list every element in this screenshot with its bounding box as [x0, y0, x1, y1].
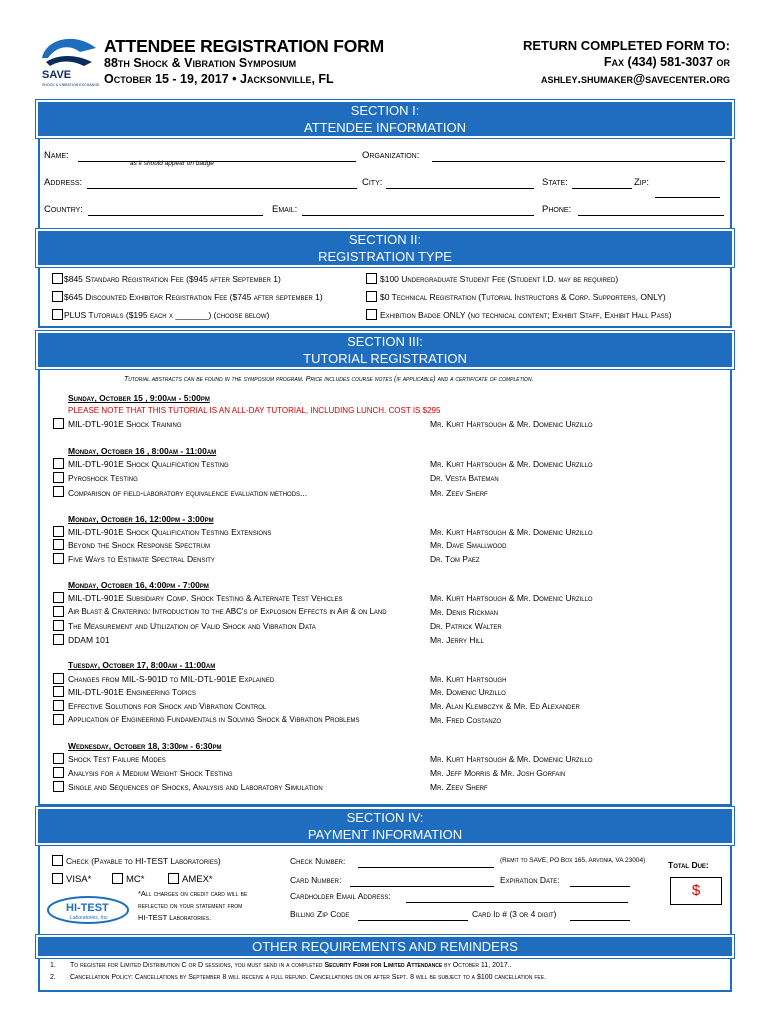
total-due-label: Total Due:: [668, 860, 709, 870]
tutorial-checkbox[interactable]: [53, 458, 64, 469]
remit-note: (Remit to SAVE, PO Box 165, Arvonia, VA 23004): [500, 857, 646, 864]
name-hint: as it should appear on badge: [130, 160, 214, 167]
tutorial-instructor: Mr. Kurt Hartsough & Mr. Domenic Urzillo: [430, 527, 593, 537]
reminder-item: [70, 962, 512, 969]
charges-note-line2: reflected on your statement from: [138, 901, 243, 910]
tutorial-instructor: Mr. Kurt Hartsough & Mr. Domenic Urzillo: [430, 593, 593, 603]
state-label: State:: [542, 177, 568, 188]
tutorial-title: Shock Test Failure Modes: [68, 754, 166, 764]
tutorial-checkbox[interactable]: [53, 673, 64, 684]
tutorial-title: MIL-DTL-901E Subsidiary Comp. Shock Testing & Alternate Test Vehicles: [68, 593, 343, 603]
tutorial-checkbox[interactable]: [53, 753, 64, 764]
section3-banner: [38, 333, 732, 367]
email-label: Email:: [272, 204, 298, 215]
state-field[interactable]: [572, 176, 632, 189]
tutorial-heading-monday-pm: Monday, October 16, 4:00pm - 7:00pm: [68, 580, 209, 590]
zip-field[interactable]: [655, 185, 720, 198]
name-label: Name:: [44, 150, 69, 161]
tutorial-instructor: Mr. Fred Costanzo: [430, 715, 502, 725]
tutorial-checkbox[interactable]: [53, 606, 64, 617]
tutorial-instructor: Mr. Zeev Sherf: [430, 488, 488, 498]
email-field[interactable]: [302, 203, 534, 216]
tutorial-heading-sunday: Sunday, October 15 , 9:00am - 5:00pm: [68, 393, 210, 403]
tutorial-title: Application of Engineering Fundamentals in Solving Shock & Vibration Problems: [68, 715, 360, 724]
exhibition-badge-checkbox[interactable]: [366, 309, 377, 320]
reminder-text: Cancellation Policy: Cancellations by September 8 will receive a full refund. Cancellations on or after Sept. 8 will be subject to a $100 cancellation fee.: [70, 974, 547, 981]
tutorial-heading-monday-am: Monday, October 16 , 8:00am - 11:00am: [68, 446, 217, 456]
billing-zip-label: Billing Zip Code: [290, 909, 350, 919]
section2-subtitle: REGISTRATION TYPE: [318, 249, 452, 264]
visa-label: VISA*: [66, 874, 92, 885]
section2-banner: [38, 231, 732, 265]
return-fax: Fax (434) 581-3037 or: [603, 55, 730, 69]
logo-tagline: SHOCK & VIBRATION EXCHANGE: [42, 83, 100, 87]
tutorial-instructor: Mr. Jeff Morris & Mr. Josh Gorfain: [430, 768, 566, 778]
technical-registration-checkbox[interactable]: [366, 291, 377, 302]
tutorial-checkbox[interactable]: [53, 418, 64, 429]
other-title: OTHER REQUIREMENTS AND REMINDERS: [252, 939, 518, 954]
hitest-logo: [46, 895, 130, 925]
section1-title: SECTION I:: [350, 103, 420, 118]
check-payment-checkbox[interactable]: [52, 855, 63, 866]
tutorial-checkbox[interactable]: [53, 634, 64, 645]
city-field[interactable]: [386, 176, 534, 189]
billing-zip-field[interactable]: [358, 908, 468, 921]
country-label: Country:: [44, 204, 83, 215]
student-fee-label: $100 Undergraduate Student Fee (Student I.D. may be required): [380, 274, 619, 284]
cardholder-email-field[interactable]: [406, 890, 628, 903]
tutorial-checkbox[interactable]: [53, 486, 64, 497]
tutorial-title: DDAM 101: [68, 635, 110, 645]
cardholder-email-label: Cardholder Email Address:: [290, 891, 391, 901]
charges-note-line1: *All charges on credit card will be: [138, 889, 248, 898]
tutorial-title: Beyond the Shock Response Spectrum: [68, 540, 210, 550]
reminder-bold: Security Form for Limited Attendance: [324, 962, 443, 969]
tutorial-title: Pyroshock Testing: [68, 473, 138, 483]
hitest-logo-sub: Laboratories, Inc.: [70, 915, 109, 921]
technical-registration-label: $0 Technical Registration (Tutorial Instructors & Corp. Supporters, ONLY): [380, 292, 666, 302]
name-field[interactable]: [78, 149, 356, 162]
section1-banner: [38, 102, 732, 136]
tutorial-instructor: Mr. Zeev Sherf: [430, 782, 488, 792]
tutorial-checkbox[interactable]: [53, 700, 64, 711]
tutorial-instructor: Mr. Dave Smallwood: [430, 540, 507, 550]
tutorial-checkbox[interactable]: [53, 620, 64, 631]
reminder-number: 2.: [50, 974, 56, 981]
plus-tutorials-label: PLUS Tutorials ($195 each x _______) (choose below): [64, 310, 270, 320]
section1-subtitle: ATTENDEE INFORMATION: [303, 120, 467, 135]
tutorial-instructor: Mr. Kurt Hartsough & Mr. Domenic Urzillo: [430, 459, 593, 469]
tutorial-title: Five Ways to Estimate Spectral Density: [68, 554, 215, 564]
tutorial-checkbox[interactable]: [53, 686, 64, 697]
return-label: RETURN COMPLETED FORM TO:: [522, 38, 730, 53]
tutorial-checkbox[interactable]: [53, 526, 64, 537]
address-label: Address:: [44, 177, 83, 188]
reminder-text: by October 11, 2017..: [442, 962, 512, 969]
visa-checkbox[interactable]: [52, 873, 63, 884]
form-title: ATTENDEE REGISTRATION FORM: [104, 36, 384, 56]
other-banner: [38, 937, 732, 956]
tutorial-title: MIL-DTL-901E Shock Qualification Testing: [68, 459, 229, 469]
section3-subtitle: TUTORIAL REGISTRATION: [303, 351, 467, 366]
tutorial-checkbox[interactable]: [53, 714, 64, 725]
reminder-item: [70, 974, 546, 981]
mc-checkbox[interactable]: [112, 873, 123, 884]
tutorial-instructor: Mr. Alan Klembczyk & Mr. Ed Alexander: [430, 701, 580, 711]
phone-label: Phone:: [542, 204, 572, 215]
exhibitor-fee-label: $645 Discounted Exhibitor Registration Fee ($745 after september 1): [64, 292, 323, 302]
tutorial-instructor: Mr. Jerry Hill: [430, 635, 484, 645]
hitest-logo-text: HI-TEST: [66, 902, 109, 914]
tutorial-title: Effective Solutions for Shock and Vibration Control: [68, 701, 267, 711]
tutorial-checkbox[interactable]: [53, 592, 64, 603]
tutorial-instructor: Mr. Kurt Hartsough & Mr. Domenic Urzillo: [430, 419, 593, 429]
tutorial-instructor: Dr. Patrick Walter: [430, 621, 502, 631]
card-id-field[interactable]: [570, 908, 630, 921]
tutorial-checkbox[interactable]: [53, 781, 64, 792]
check-number-label: Check Number:: [290, 856, 346, 866]
logo-text: SAVE: [42, 69, 72, 81]
tutorial-heading-monday-noon: Monday, October 16, 12:00pm - 3:00pm: [68, 514, 214, 524]
tutorial-checkbox[interactable]: [53, 539, 64, 550]
plus-tutorials-checkbox[interactable]: [52, 309, 63, 320]
card-id-label: Card Id # (3 or 4 digit): [472, 909, 557, 919]
tutorial-heading-wednesday: Wednesday, October 18, 3:30pm - 6:30pm: [68, 741, 222, 751]
card-number-field[interactable]: [350, 874, 494, 887]
city-label: City:: [362, 177, 383, 188]
section4-subtitle: PAYMENT INFORMATION: [307, 827, 463, 842]
tutorial-instructor: Dr. Tom Paez: [430, 554, 480, 564]
zip-label: Zip:: [634, 177, 650, 188]
symposium-dates: October 15 - 19, 2017 • Jacksonville, FL: [104, 72, 334, 86]
organization-label: Organization:: [362, 150, 420, 161]
section3-title: SECTION III:: [347, 334, 423, 349]
reminder-text: To register for Limited Distribution C or D sessions, you must send in a completed: [70, 962, 325, 969]
tutorial-checkbox[interactable]: [53, 553, 64, 564]
tutorial-checkbox[interactable]: [53, 472, 64, 483]
symposium-name: 88th Shock & Vibration Symposium: [104, 56, 297, 70]
address-field[interactable]: [87, 176, 357, 189]
section4-title: SECTION IV:: [346, 810, 424, 825]
tutorial-title: The Measurement and Utilization of Valid Shock and Vibration Data: [68, 621, 316, 631]
amex-label: AMEX*: [182, 874, 213, 885]
tutorial-checkbox[interactable]: [53, 767, 64, 778]
standard-fee-label: $845 Standard Registration Fee ($945 after September 1): [64, 274, 281, 284]
section4-banner: [38, 809, 732, 843]
charges-note-line3: HI-TEST Laboratories.: [138, 913, 212, 922]
expiration-label: Expiration Date:: [500, 875, 560, 885]
tutorial-title: Changes from MIL-S-901D to MIL-DTL-901E Explained: [68, 674, 275, 684]
reminder-number: 1.: [50, 962, 56, 969]
all-day-notice: PLEASE NOTE THAT THIS TUTORIAL IS AN ALL-DAY TUTORIAL, INCLUDING LUNCH. COST IS $295: [68, 406, 441, 415]
exhibitor-fee-checkbox[interactable]: [52, 291, 63, 302]
tutorial-title: Analysis for a Medium Weight Shock Testing: [68, 768, 233, 778]
mc-label: MC*: [126, 874, 145, 885]
check-number-field[interactable]: [358, 855, 494, 868]
tutorial-title: MIL-DTL-901E Shock Qualification Testing Extensions: [68, 527, 272, 537]
amex-checkbox[interactable]: [168, 873, 179, 884]
organization-field[interactable]: [432, 149, 725, 162]
expiration-field[interactable]: [570, 874, 630, 887]
country-field[interactable]: [88, 203, 263, 216]
section2-title: SECTION II:: [348, 232, 422, 247]
student-fee-checkbox[interactable]: [366, 273, 377, 284]
tutorial-instructor: Dr. Vesta Bateman: [430, 473, 499, 483]
tutorial-heading-tuesday: Tuesday, October 17, 8:00am - 11:00am: [68, 660, 216, 670]
tutorial-instructor: Mr. Kurt Hartsough: [430, 674, 507, 684]
return-email: ashley.shumaker@savecenter.org: [541, 72, 730, 86]
tutorial-instructor: Mr. Kurt Hartsough & Mr. Domenic Urzillo: [430, 754, 593, 764]
save-logo: [36, 28, 100, 90]
total-due-field[interactable]: $: [670, 877, 722, 905]
exhibition-badge-label: Exhibition Badge ONLY (no technical content; Exhibit Staff, Exhibit Hall Pass): [380, 310, 672, 320]
standard-fee-checkbox[interactable]: [52, 273, 63, 284]
tutorial-title: Single and Sequences of Shocks, Analysis and Laboratory Simulation: [68, 782, 323, 792]
card-number-label: Card Number:: [290, 875, 342, 885]
tutorial-title: MIL-DTL-901E Engineering Topics: [68, 687, 196, 697]
check-payment-label: Check (Payable to HI-TEST Laboratories): [66, 856, 221, 866]
tutorial-note: Tutorial abstracts can be found in the symposium program. Price includes course notes (if applicable) and a certificate of completion.: [124, 376, 534, 383]
tutorial-title: Comparison of field-laboratory equivalence evaluation methods...: [68, 488, 308, 498]
phone-field[interactable]: [578, 203, 724, 216]
tutorial-title: Air Blast & Cratering: Introduction to the ABC's of Explosion Effects in Air & on Land: [68, 607, 387, 616]
tutorial-instructor: Mr. Domenic Urzillo: [430, 687, 506, 697]
tutorial-instructor: Mr. Denis Rickman: [430, 607, 499, 617]
tutorial-title: MIL-DTL-901E Shock Training: [68, 419, 182, 429]
